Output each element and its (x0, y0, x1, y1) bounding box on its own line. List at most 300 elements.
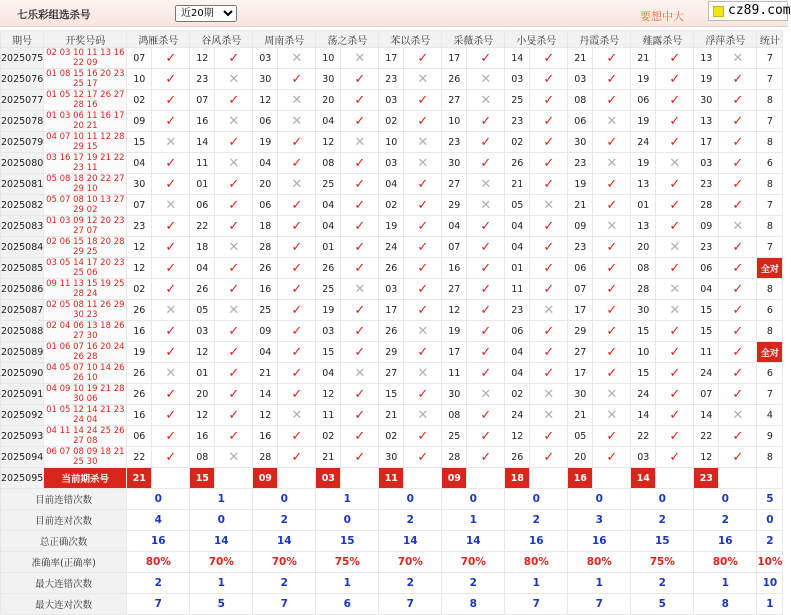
check-icon: ✓ (152, 174, 190, 195)
stat-cell: 6 (757, 363, 783, 384)
check-icon: ✓ (152, 384, 190, 405)
check-icon: ✓ (341, 300, 379, 321)
pick-number-cell: 19 (379, 216, 404, 237)
pick-number-cell: 30 (379, 447, 404, 468)
pick-number-cell: 16 (253, 279, 278, 300)
pick-number-cell: 02 (505, 384, 530, 405)
check-icon: ✓ (656, 174, 694, 195)
pick-number-cell: 16 (190, 426, 215, 447)
col-header-stat: 统计 (757, 31, 783, 48)
pick-number-cell: 04 (190, 258, 215, 279)
check-icon: ✓ (152, 237, 190, 258)
cross-icon: ✕ (341, 363, 379, 384)
period-cell: 2025083 (1, 216, 44, 237)
pick-number-cell: 21 (631, 48, 656, 69)
cross-icon: ✕ (530, 405, 568, 426)
pick-number-cell: 07 (442, 237, 467, 258)
pick-number-cell: 12 (190, 405, 215, 426)
summary-value-cell: 0 (631, 489, 694, 510)
pick-number-cell: 15 (694, 300, 719, 321)
cross-icon: ✕ (215, 447, 253, 468)
current-pick-cell: 14 (631, 468, 656, 489)
pick-number-cell: 09 (127, 111, 152, 132)
summary-row (1, 531, 783, 552)
check-icon: ✓ (593, 363, 631, 384)
summary-value-cell: 0 (127, 489, 190, 510)
promo-text[interactable]: 要想中大 (640, 10, 684, 23)
pick-number-cell: 06 (253, 111, 278, 132)
pick-number-cell: 08 (568, 90, 593, 111)
period-cell: 2025093 (1, 426, 44, 447)
summary-row (1, 510, 783, 531)
check-icon: ✓ (152, 48, 190, 69)
cross-icon: ✕ (530, 384, 568, 405)
cross-icon: ✕ (341, 132, 379, 153)
draw-numbers-cell: 01 03 06 11 16 17 20 21 (44, 111, 127, 132)
check-icon: ✓ (341, 321, 379, 342)
summary-stat-cell: 2 (757, 531, 783, 552)
check-icon: ✓ (467, 48, 505, 69)
check-icon: ✓ (530, 153, 568, 174)
check-icon: ✓ (404, 195, 442, 216)
cross-icon: ✕ (404, 132, 442, 153)
pick-number-cell: 29 (379, 342, 404, 363)
empty-cell (719, 468, 757, 489)
check-icon: ✓ (404, 342, 442, 363)
pick-number-cell: 06 (631, 90, 656, 111)
pick-number-cell: 22 (694, 426, 719, 447)
empty-cell (467, 468, 505, 489)
pick-number-cell: 23 (505, 111, 530, 132)
check-icon: ✓ (719, 174, 757, 195)
table-row (1, 69, 783, 90)
cross-icon: ✕ (278, 174, 316, 195)
draw-numbers-cell: 04 11 14 24 25 26 27 08 (44, 426, 127, 447)
check-icon: ✓ (467, 258, 505, 279)
pick-number-cell: 02 (127, 90, 152, 111)
period-cell: 2025076 (1, 69, 44, 90)
cross-icon: ✕ (467, 69, 505, 90)
draw-numbers-cell: 06 07 08 09 18 21 25 30 (44, 447, 127, 468)
empty-cell (757, 468, 783, 489)
check-icon: ✓ (404, 300, 442, 321)
pick-number-cell: 30 (568, 384, 593, 405)
check-icon: ✓ (530, 174, 568, 195)
summary-value-cell: 2 (379, 573, 442, 594)
col-header-expert[interactable]: 鸿雁杀号 (127, 31, 190, 48)
empty-cell (656, 468, 694, 489)
pick-number-cell: 27 (379, 363, 404, 384)
cross-icon: ✕ (404, 363, 442, 384)
check-icon: ✓ (404, 90, 442, 111)
check-icon: ✓ (530, 216, 568, 237)
pick-number-cell: 19 (631, 111, 656, 132)
summary-row (1, 552, 783, 573)
pick-number-cell: 30 (127, 174, 152, 195)
check-icon: ✓ (152, 426, 190, 447)
draw-numbers-cell: 01 05 12 14 21 23 24 04 (44, 405, 127, 426)
col-header-expert[interactable]: 荡之杀号 (316, 31, 379, 48)
summary-value-cell: 0 (568, 489, 631, 510)
pick-number-cell: 07 (127, 195, 152, 216)
table-row (1, 111, 783, 132)
check-icon: ✓ (719, 258, 757, 279)
col-header-expert[interactable]: 谷风杀号 (190, 31, 253, 48)
pick-number-cell: 21 (568, 195, 593, 216)
pick-number-cell: 30 (568, 132, 593, 153)
cross-icon: ✕ (404, 153, 442, 174)
check-icon: ✓ (467, 216, 505, 237)
period-cell: 2025088 (1, 321, 44, 342)
pick-number-cell: 01 (190, 363, 215, 384)
current-pick-cell: 03 (316, 468, 341, 489)
summary-value-cell: 80% (505, 552, 568, 573)
summary-value-cell: 14 (253, 531, 316, 552)
summary-value-cell: 2 (631, 510, 694, 531)
col-header-expert[interactable]: 采薇杀号 (442, 31, 505, 48)
pick-number-cell: 30 (442, 153, 467, 174)
check-icon: ✓ (278, 384, 316, 405)
check-icon: ✓ (719, 426, 757, 447)
summary-value-cell: 2 (379, 510, 442, 531)
stat-cell: 4 (757, 405, 783, 426)
stat-cell: 7 (757, 48, 783, 69)
cross-icon: ✕ (278, 111, 316, 132)
col-header-expert[interactable]: 苯以杀号 (379, 31, 442, 48)
period-cell: 2025087 (1, 300, 44, 321)
site-badge[interactable] (708, 1, 791, 21)
pick-number-cell: 02 (127, 279, 152, 300)
check-icon: ✓ (593, 174, 631, 195)
summary-value-cell: 2 (127, 573, 190, 594)
pick-number-cell: 12 (442, 300, 467, 321)
draw-numbers-cell: 04 07 10 11 12 28 29 15 (44, 132, 127, 153)
pick-number-cell: 25 (442, 426, 467, 447)
pick-number-cell: 28 (631, 279, 656, 300)
check-icon: ✓ (593, 342, 631, 363)
check-icon: ✓ (278, 153, 316, 174)
pick-number-cell: 28 (253, 447, 278, 468)
pick-number-cell: 04 (316, 111, 341, 132)
cross-icon: ✕ (152, 363, 190, 384)
pick-number-cell: 01 (631, 195, 656, 216)
pick-number-cell: 26 (316, 258, 341, 279)
check-icon: ✓ (719, 195, 757, 216)
pick-number-cell: 20 (568, 447, 593, 468)
table-row (1, 48, 783, 69)
summary-value-cell: 1 (694, 573, 757, 594)
pick-number-cell: 20 (190, 384, 215, 405)
check-icon: ✓ (530, 426, 568, 447)
check-icon: ✓ (152, 90, 190, 111)
pick-number-cell: 15 (316, 342, 341, 363)
pick-number-cell: 28 (442, 447, 467, 468)
check-icon: ✓ (404, 111, 442, 132)
check-icon: ✓ (215, 174, 253, 195)
check-icon: ✓ (467, 447, 505, 468)
cross-icon: ✕ (278, 405, 316, 426)
cross-icon: ✕ (593, 384, 631, 405)
table-row (1, 258, 783, 279)
pick-number-cell: 04 (505, 363, 530, 384)
cross-icon: ✕ (404, 69, 442, 90)
summary-value-cell: 7 (568, 594, 631, 615)
pick-number-cell: 23 (379, 69, 404, 90)
summary-value-cell: 0 (253, 489, 316, 510)
pick-number-cell: 22 (631, 426, 656, 447)
pick-number-cell: 03 (631, 447, 656, 468)
period-cell: 2025084 (1, 237, 44, 258)
check-icon: ✓ (593, 426, 631, 447)
check-icon: ✓ (467, 342, 505, 363)
check-icon: ✓ (719, 384, 757, 405)
summary-value-cell: 70% (190, 552, 253, 573)
summary-label-cell: 最大连对次数 (1, 594, 127, 615)
pick-number-cell: 22 (127, 447, 152, 468)
check-icon: ✓ (404, 279, 442, 300)
pick-number-cell: 04 (505, 342, 530, 363)
check-icon: ✓ (341, 153, 379, 174)
cross-icon: ✕ (215, 300, 253, 321)
all-correct-badge: 全对 (757, 258, 783, 279)
pick-number-cell: 01 (190, 174, 215, 195)
pick-number-cell: 17 (379, 300, 404, 321)
table-row (1, 279, 783, 300)
period-select[interactable] (175, 5, 237, 22)
check-icon: ✓ (215, 132, 253, 153)
pick-number-cell: 14 (631, 405, 656, 426)
col-header-expert[interactable]: 丹霞杀号 (568, 31, 631, 48)
stat-cell: 8 (757, 321, 783, 342)
summary-value-cell: 1 (190, 573, 253, 594)
pick-number-cell: 06 (568, 258, 593, 279)
table-row (1, 237, 783, 258)
cross-icon: ✕ (341, 279, 379, 300)
pick-number-cell: 19 (127, 342, 152, 363)
cross-icon: ✕ (656, 153, 694, 174)
pick-number-cell: 01 (316, 237, 341, 258)
pick-number-cell: 15 (694, 321, 719, 342)
summary-value-cell: 2 (631, 573, 694, 594)
pick-number-cell: 07 (190, 90, 215, 111)
pick-number-cell: 04 (127, 153, 152, 174)
pick-number-cell: 06 (568, 111, 593, 132)
check-icon: ✓ (467, 363, 505, 384)
pick-number-cell: 15 (127, 132, 152, 153)
check-icon: ✓ (719, 69, 757, 90)
col-header-expert[interactable]: 浮萍杀号 (694, 31, 757, 48)
summary-value-cell: 14 (442, 531, 505, 552)
period-cell: 2025078 (1, 111, 44, 132)
check-icon: ✓ (404, 384, 442, 405)
current-pick-cell: 11 (379, 468, 404, 489)
pick-number-cell: 04 (442, 216, 467, 237)
current-pick-cell: 23 (694, 468, 719, 489)
draw-numbers-cell: 02 06 15 18 20 28 29 25 (44, 237, 127, 258)
check-icon: ✓ (719, 279, 757, 300)
pick-number-cell: 28 (694, 195, 719, 216)
check-icon: ✓ (152, 111, 190, 132)
summary-label-cell: 目前连错次数 (1, 489, 127, 510)
pick-number-cell: 12 (127, 237, 152, 258)
summary-value-cell: 0 (442, 489, 505, 510)
summary-value-cell: 7 (127, 594, 190, 615)
table-row (1, 153, 783, 174)
pick-number-cell: 04 (253, 342, 278, 363)
pick-number-cell: 30 (631, 300, 656, 321)
pick-number-cell: 18 (253, 216, 278, 237)
check-icon: ✓ (656, 111, 694, 132)
pick-number-cell: 25 (253, 300, 278, 321)
check-icon: ✓ (215, 405, 253, 426)
draw-numbers-cell: 05 07 08 10 13 27 29 02 (44, 195, 127, 216)
summary-value-cell: 0 (694, 489, 757, 510)
pick-number-cell: 25 (505, 90, 530, 111)
check-icon: ✓ (656, 48, 694, 69)
pick-number-cell: 13 (694, 48, 719, 69)
pick-number-cell: 30 (694, 90, 719, 111)
pick-number-cell: 21 (316, 447, 341, 468)
pick-number-cell: 04 (316, 363, 341, 384)
summary-stat-cell: 0 (757, 510, 783, 531)
cross-icon: ✕ (215, 69, 253, 90)
pick-number-cell: 24 (505, 405, 530, 426)
pick-number-cell: 16 (253, 426, 278, 447)
check-icon: ✓ (467, 279, 505, 300)
summary-value-cell: 16 (694, 531, 757, 552)
pick-number-cell: 26 (127, 300, 152, 321)
pick-number-cell: 06 (253, 195, 278, 216)
check-icon: ✓ (341, 111, 379, 132)
summary-value-cell: 0 (379, 489, 442, 510)
pick-number-cell: 11 (190, 153, 215, 174)
table-row (1, 174, 783, 195)
check-icon: ✓ (656, 321, 694, 342)
col-header-expert[interactable]: 小旻杀号 (505, 31, 568, 48)
check-icon: ✓ (278, 258, 316, 279)
pick-number-cell: 03 (694, 153, 719, 174)
current-pick-cell: 16 (568, 468, 593, 489)
pick-number-cell: 03 (253, 48, 278, 69)
pick-number-cell: 23 (568, 153, 593, 174)
page-title: 七乐彩组选杀号 (17, 9, 91, 21)
draw-numbers-cell: 01 08 15 16 20 23 25 17 (44, 69, 127, 90)
pick-number-cell: 09 (694, 216, 719, 237)
check-icon: ✓ (152, 405, 190, 426)
summary-value-cell: 16 (505, 531, 568, 552)
pick-number-cell: 04 (379, 174, 404, 195)
summary-value-cell: 8 (442, 594, 505, 615)
pick-number-cell: 21 (505, 174, 530, 195)
pick-number-cell: 17 (568, 363, 593, 384)
check-icon: ✓ (278, 300, 316, 321)
pick-number-cell: 19 (631, 153, 656, 174)
cross-icon: ✕ (278, 48, 316, 69)
summary-stat-cell: 10% (757, 552, 783, 573)
check-icon: ✓ (593, 48, 631, 69)
table-row (1, 384, 783, 405)
table-row (1, 132, 783, 153)
pick-number-cell: 14 (190, 132, 215, 153)
check-icon: ✓ (593, 258, 631, 279)
pick-number-cell: 02 (505, 132, 530, 153)
current-pick-cell: 21 (127, 468, 152, 489)
summary-label-cell: 总正确次数 (1, 531, 127, 552)
summary-value-cell: 7 (253, 594, 316, 615)
pick-number-cell: 17 (379, 48, 404, 69)
pick-number-cell: 25 (316, 279, 341, 300)
pick-number-cell: 26 (127, 384, 152, 405)
pick-number-cell: 10 (127, 69, 152, 90)
summary-value-cell: 2 (505, 510, 568, 531)
col-header-expert[interactable]: 薤露杀号 (631, 31, 694, 48)
pick-number-cell: 29 (568, 321, 593, 342)
check-icon: ✓ (656, 258, 694, 279)
empty-cell (215, 468, 253, 489)
check-icon: ✓ (152, 258, 190, 279)
pick-number-cell: 23 (442, 132, 467, 153)
current-pick-cell: 18 (505, 468, 530, 489)
period-cell: 2025091 (1, 384, 44, 405)
period-cell: 2025085 (1, 258, 44, 279)
check-icon: ✓ (152, 321, 190, 342)
current-period-cell: 2025095 (1, 468, 44, 489)
check-icon: ✓ (404, 447, 442, 468)
pick-number-cell: 11 (316, 405, 341, 426)
pick-number-cell: 12 (316, 132, 341, 153)
period-cell: 2025094 (1, 447, 44, 468)
check-icon: ✓ (215, 321, 253, 342)
check-icon: ✓ (404, 237, 442, 258)
pick-number-cell: 19 (694, 69, 719, 90)
check-icon: ✓ (152, 69, 190, 90)
check-icon: ✓ (593, 321, 631, 342)
cross-icon: ✕ (215, 111, 253, 132)
pick-number-cell: 12 (694, 447, 719, 468)
pick-number-cell: 03 (568, 69, 593, 90)
cross-icon: ✕ (593, 153, 631, 174)
pick-number-cell: 02 (379, 111, 404, 132)
pick-number-cell: 23 (568, 237, 593, 258)
pick-number-cell: 06 (190, 195, 215, 216)
pick-number-cell: 21 (253, 363, 278, 384)
check-icon: ✓ (719, 111, 757, 132)
pick-number-cell: 30 (316, 69, 341, 90)
cross-icon: ✕ (593, 216, 631, 237)
pick-number-cell: 11 (505, 279, 530, 300)
check-icon: ✓ (593, 132, 631, 153)
summary-value-cell: 14 (190, 531, 253, 552)
table-row (1, 216, 783, 237)
check-icon: ✓ (215, 426, 253, 447)
draw-numbers-cell: 02 03 10 11 13 16 22 09 (44, 48, 127, 69)
summary-value-cell: 0 (316, 510, 379, 531)
current-pick-cell: 09 (253, 468, 278, 489)
pick-number-cell: 04 (505, 237, 530, 258)
check-icon: ✓ (719, 363, 757, 384)
col-header-expert[interactable]: 周南杀号 (253, 31, 316, 48)
pick-number-cell: 24 (694, 363, 719, 384)
pick-number-cell: 26 (379, 321, 404, 342)
summary-value-cell: 80% (127, 552, 190, 573)
pick-number-cell: 17 (442, 48, 467, 69)
summary-value-cell: 15 (631, 531, 694, 552)
period-cell: 2025081 (1, 174, 44, 195)
pick-number-cell: 18 (190, 237, 215, 258)
stat-cell: 7 (757, 195, 783, 216)
stat-cell: 7 (757, 237, 783, 258)
current-row (1, 468, 783, 489)
